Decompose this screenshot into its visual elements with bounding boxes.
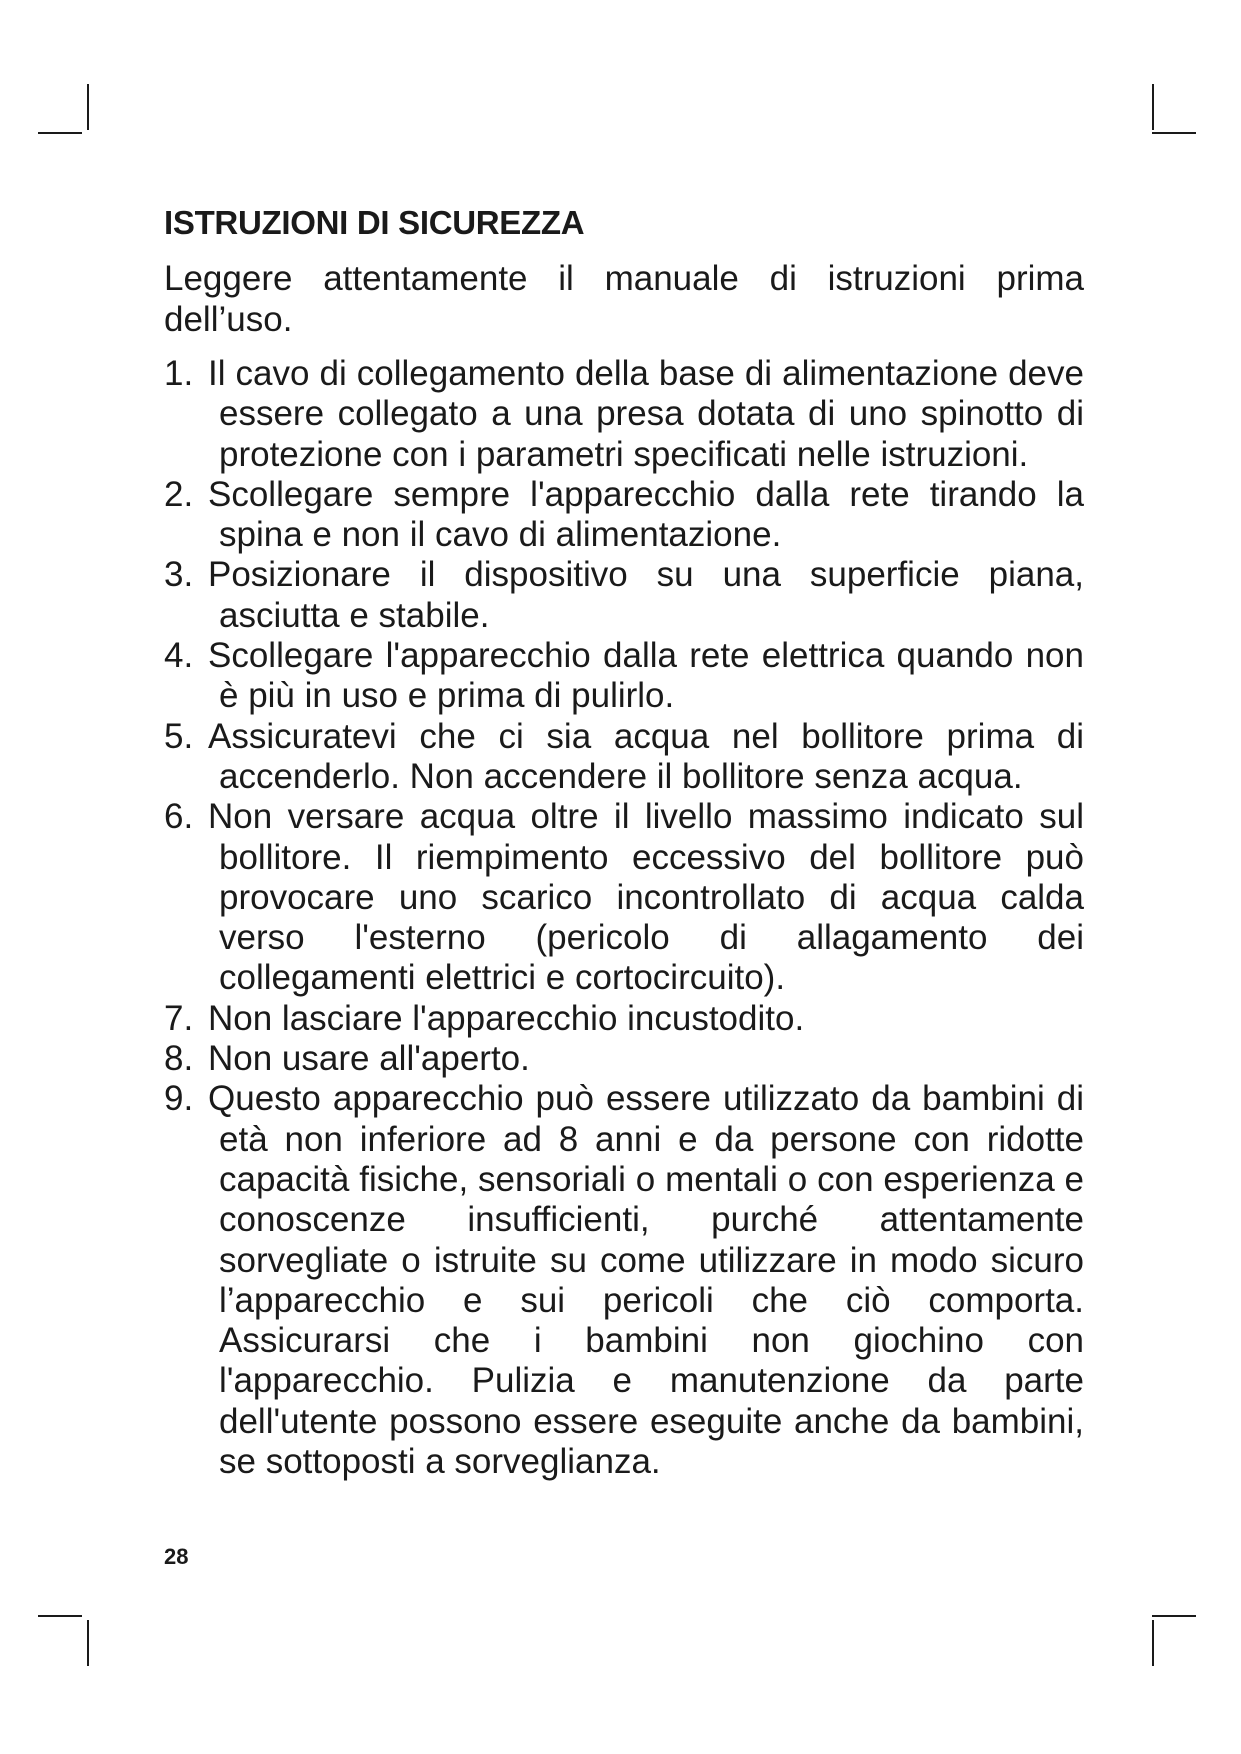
list-item-text: Non versare acqua oltre il livello massimo indicato sul bollitore. Il riempimento eccessivo del bollitore può provocare uno scarico incontrollato di acqua calda verso l'esterno (pericolo di allagamento dei collegamenti elettrici e cortocircuito). — [208, 797, 1084, 998]
list-item-2 — [164, 475, 1084, 556]
list-item-9 — [164, 1079, 1084, 1482]
list-item-text: Il cavo di collegamento della base di alimentazione deve essere collegato a una presa dotata di uno spinotto di protezione con i parametri specificati nelle istruzioni. — [208, 354, 1084, 474]
crop-mark-top-left-vertical — [87, 84, 89, 130]
list-item-1 — [164, 354, 1084, 475]
list-item-text: Non lasciare l'apparecchio incustodito. — [208, 998, 805, 1038]
list-item-3 — [164, 555, 1084, 636]
intro-paragraph: Leggere attentamente il manuale di istruzioni prima dell’uso. — [164, 259, 1084, 339]
list-item-number: 3. — [164, 555, 194, 595]
list-item-6 — [164, 797, 1084, 998]
safety-instructions-list — [164, 354, 1084, 1482]
list-item-number: 2. — [164, 474, 194, 514]
crop-mark-top-right-vertical — [1152, 84, 1154, 130]
crop-mark-bottom-left-vertical — [87, 1620, 89, 1666]
list-item-number: 1. — [164, 354, 194, 393]
list-item-text: Assicuratevi che ci sia acqua nel bollitore prima di accenderlo. Non accendere il bollitore senza acqua. — [208, 716, 1084, 796]
list-item-text: Scollegare sempre l'apparecchio dalla rete tirando la spina e non il cavo di alimentazione. — [208, 474, 1084, 555]
list-item-number: 6. — [164, 797, 194, 837]
crop-mark-top-left-horizontal — [38, 132, 82, 134]
list-item-number: 9. — [164, 1079, 194, 1119]
list-item-text: Scollegare l'apparecchio dalla rete elettrica quando non è più in uso e prima di pulirlo. — [208, 636, 1084, 716]
list-item-number: 4. — [164, 636, 194, 676]
crop-mark-bottom-right-horizontal — [1152, 1615, 1196, 1617]
list-item-text: Questo apparecchio può essere utilizzato da bambini di età non inferiore ad 8 anni e da persone con ridotte capacità fisiche, sensoriali o mentali o con esperienza e conoscenze insufficienti, purché attentamente sorvegliate o istruite su come utilizzare in modo sicuro l’apparecchio e sui pericoli che ciò comporta. Assicurarsi che i bambini non giochino con l'apparecchio. Pulizia e manutenzione da parte dell'utente possono essere eseguite anche da bambini, se sottoposti a sorveglianza. — [208, 1079, 1084, 1482]
list-item-8 — [164, 1039, 1084, 1079]
list-item-7 — [164, 999, 1084, 1039]
page-number: 28 — [164, 1544, 189, 1569]
list-item-number: 5. — [164, 716, 194, 756]
list-item-text: Posizionare il dispositivo su una superficie piana, asciutta e stabile. — [208, 555, 1084, 635]
list-item-4 — [164, 636, 1084, 717]
crop-mark-bottom-left-horizontal — [38, 1615, 82, 1617]
list-item-number: 7. — [164, 998, 194, 1038]
list-item-number: 8. — [164, 1039, 194, 1079]
list-item-5 — [164, 717, 1084, 798]
crop-mark-bottom-right-vertical — [1152, 1620, 1154, 1666]
list-item-text: Non usare all'aperto. — [208, 1039, 530, 1079]
page-content — [164, 200, 1084, 1482]
page-title: ISTRUZIONI DI SICUREZZA — [164, 204, 585, 241]
crop-mark-top-right-horizontal — [1152, 132, 1196, 134]
